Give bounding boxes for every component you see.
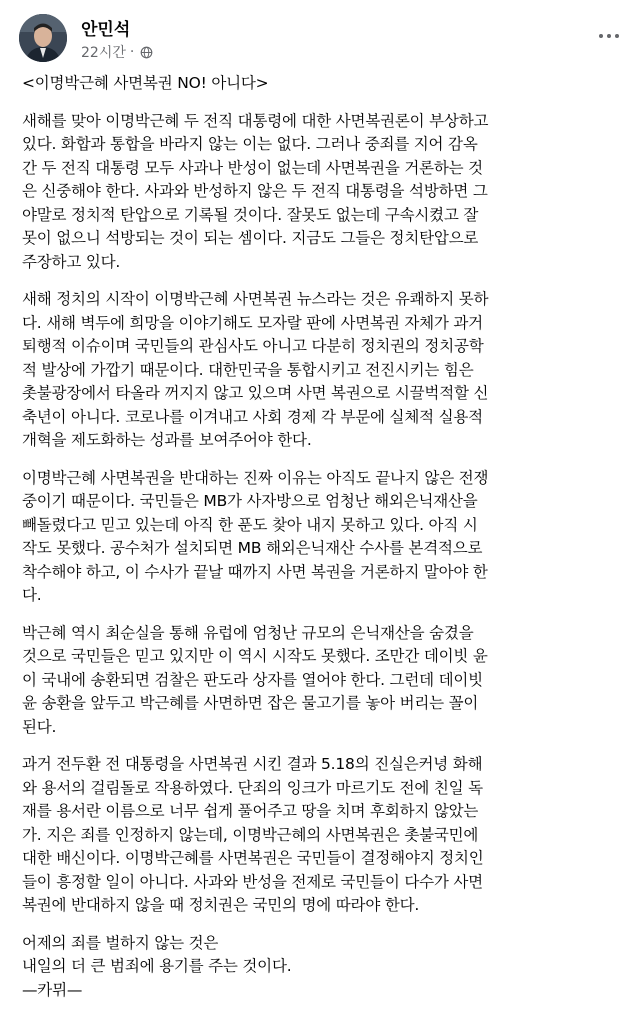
globe-icon (140, 46, 153, 59)
post-paragraph: 새해를 맞아 이명박근혜 두 전직 대통령에 대한 사면복권론이 부상하고 있다. 화합과 통합을 바라지 않는 이는 없다. 그러나 중죄를 지어 감옥 간 두 전직 대통령 모두 사과나 반성이 없는데 사면복권을 거론하는 것 은 신중해야 한다. 사과와 반성하지 않은 두 전직 대통령을 석방하면 그 야말로 정치적 탄압으로 기록될 것이다. 잘못도 없는데 구속시켰고 잘 못이 없으니 석방되는 것이 되는 셈이다. 지금도 그들은 정치탄압으로 주장하고 있다. (22, 111, 489, 271)
author-name[interactable]: 안민석 (81, 20, 131, 40)
post-paragraph: 이명박근혜 사면복권을 반대하는 진짜 이유는 아직도 끝나지 않은 전쟁 중이기 때문이다. 국민들은 MB가 사자방으로 엄청난 해외은닉재산을 빼돌렸다고 믿고 있는데 아직 한 푼도 찾아 내지 못하고 있다. 아직 시 작도 못했다. 공수처가 설치되면 MB 해외은닉재산 수사를 본격적으로 착수해야 하고, 이 수사가 끝날 때까지 사면 복권을 거론하지 말아야 한 다. (22, 468, 489, 604)
post-paragraph: 박근혜 역시 최순실을 통해 유럽에 엄청난 규모의 은닉재산을 숨겼을 것으로 국민들은 믿고 있지만 이 역시 시작도 못했다. 조만간 데이빗 윤 이 국내에 송환되면 검찰은 판도라 상자를 열어야 한다. 그런데 데이빗 윤 송환을 앞두고 박근혜를 사면하면 잡은 물고기를 놓아 버리는 꼴이 된다. (22, 623, 488, 736)
more-options-button[interactable] (592, 22, 626, 50)
post-quote: 어제의 죄를 벌하지 않는 것은 내일의 더 큰 범죄에 용기를 주는 것이다. —카뮈— (22, 933, 292, 999)
avatar-photo (19, 14, 67, 62)
post-paragraph: 과거 전두환 전 대통령을 사면복권 시킨 결과 5.18의 진실은커녕 화해 와 용서의 걸림돌로 작용하였다. 단죄의 잉크가 마르기도 전에 친일 독 재를 용서란 이름으로 너무 쉽게 풀어주고 땅을 치며 후회하지 않았는 가. 지은 죄를 인정하지 않는데, 이명박근혜의 사면복권은 촛불국민에 대한 배신이다. 이명박근혜를 사면복권은 국민들이 결정해야지 정치인 들이 흥정할 일이 아니다. 사과와 반성을 전제로 국민들이 다수가 사면 복권에 반대하지 않을 때 정치권은 국민의 명에 따라야 한다. (22, 755, 484, 914)
avatar[interactable] (19, 14, 67, 62)
post-text (22, 72, 626, 1016)
meta-separator: · (129, 44, 135, 60)
post-meta (81, 42, 153, 62)
post-timestamp[interactable]: 22시간 (81, 45, 126, 61)
post-header (0, 0, 640, 72)
more-options-icon (599, 34, 603, 38)
post-paragraph: 새해 정치의 시작이 이명박근혜 사면복권 뉴스라는 것은 유쾌하지 못하 다. 새해 벽두에 희망을 이야기해도 모자랄 판에 사면복권 자체가 과거 퇴행적 이슈이며 국민들의 관심사도 아니고 다분히 정치권의 정치공학 적 발상에 가깝기 때문이다. 대한민국을 통합시키고 전진시키는 힘은 촛불광장에서 타올라 꺼지지 않고 있으며 사면 복권으로 시끌벅적할 신 축년이 아니다. 코로나를 이겨내고 사회 경제 각 부문에 실체적 실용적 개혁을 제도화하는 성과를 보여주어야 한다. (22, 290, 489, 449)
post-title: <이명박근혜 사면복권 NO! 아니다> (22, 74, 269, 92)
